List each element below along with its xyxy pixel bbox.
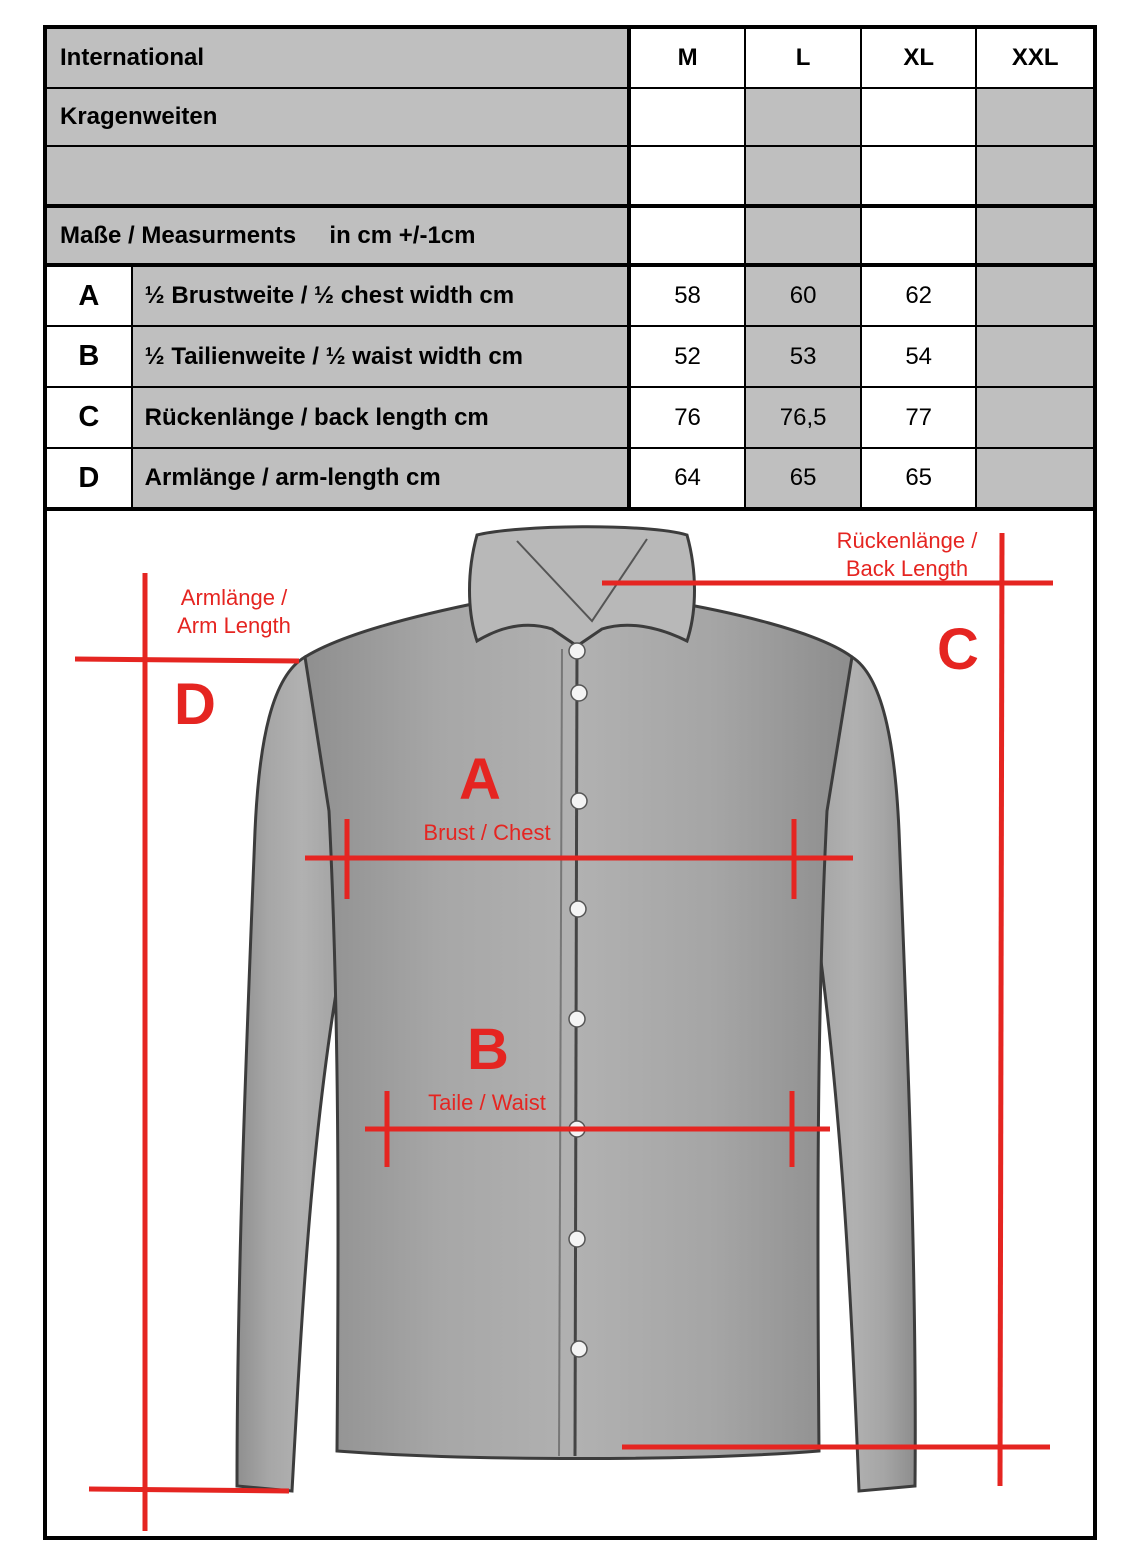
letter-a: A	[459, 747, 501, 812]
measurement-diagram	[43, 507, 1097, 1540]
row-key: A	[47, 267, 133, 325]
row-label: Rückenlänge / back length cm	[133, 388, 627, 447]
table-row	[47, 267, 1093, 325]
table-header-row	[47, 29, 1093, 87]
empty-label	[47, 147, 627, 204]
value-l: 60	[746, 267, 862, 325]
value-xl: 54	[862, 327, 978, 386]
empty-row	[47, 147, 1093, 204]
value-xl: 62	[862, 267, 978, 325]
armlength-label: Armlänge / Arm Length	[177, 585, 291, 638]
letter-d: D	[174, 672, 216, 737]
letter-c: C	[937, 617, 979, 682]
empty-cell	[746, 147, 862, 204]
measures-label: Maße / Measurments in cm +/-1cm	[47, 208, 627, 263]
value-l: 76,5	[746, 388, 862, 447]
value-l: 53	[746, 327, 862, 386]
chest-label: Brust / Chest	[423, 820, 551, 845]
collar-label: Kragenweiten	[47, 89, 627, 145]
size-l-header: L	[746, 29, 862, 87]
value-xxl	[977, 327, 1093, 386]
size-xl-header: XL	[862, 29, 978, 87]
size-xxl-header: XXL	[977, 29, 1093, 87]
value-l: 65	[746, 449, 862, 507]
measures-cell	[631, 208, 747, 263]
collar-cell	[746, 89, 862, 145]
measures-row	[47, 208, 1093, 263]
row-label: ½ Tailienweite / ½ waist width cm	[133, 327, 627, 386]
collar-cell	[862, 89, 978, 145]
row-label: Armlänge / arm-length cm	[133, 449, 627, 507]
empty-cell	[631, 147, 747, 204]
table-row	[47, 327, 1093, 386]
letter-b: B	[467, 1017, 509, 1082]
header-label: International	[47, 29, 627, 87]
shirt-body	[305, 601, 852, 1459]
measures-cell	[977, 208, 1093, 263]
value-m: 76	[631, 388, 747, 447]
table-row	[47, 388, 1093, 447]
collar-row	[47, 89, 1093, 145]
shirt-collar	[470, 527, 695, 646]
row-label: ½ Brustweite / ½ chest width cm	[133, 267, 627, 325]
row-key: C	[47, 388, 133, 447]
size-m-header: M	[631, 29, 747, 87]
waist-label: Taile / Waist	[428, 1090, 546, 1115]
measures-cell	[746, 208, 862, 263]
collar-cell	[977, 89, 1093, 145]
value-m: 58	[631, 267, 747, 325]
value-xl: 77	[862, 388, 978, 447]
row-key: B	[47, 327, 133, 386]
measures-cell	[862, 208, 978, 263]
empty-cell	[862, 147, 978, 204]
value-xxl	[977, 267, 1093, 325]
value-xxl	[977, 449, 1093, 507]
value-xxl	[977, 388, 1093, 447]
empty-cell	[977, 147, 1093, 204]
collar-cell	[631, 89, 747, 145]
value-m: 52	[631, 327, 747, 386]
row-key: D	[47, 449, 133, 507]
value-xl: 65	[862, 449, 978, 507]
table-row	[47, 449, 1093, 507]
value-m: 64	[631, 449, 747, 507]
size-table	[43, 25, 1097, 511]
backlength-label: Rückenlänge / Back Length	[836, 528, 978, 581]
